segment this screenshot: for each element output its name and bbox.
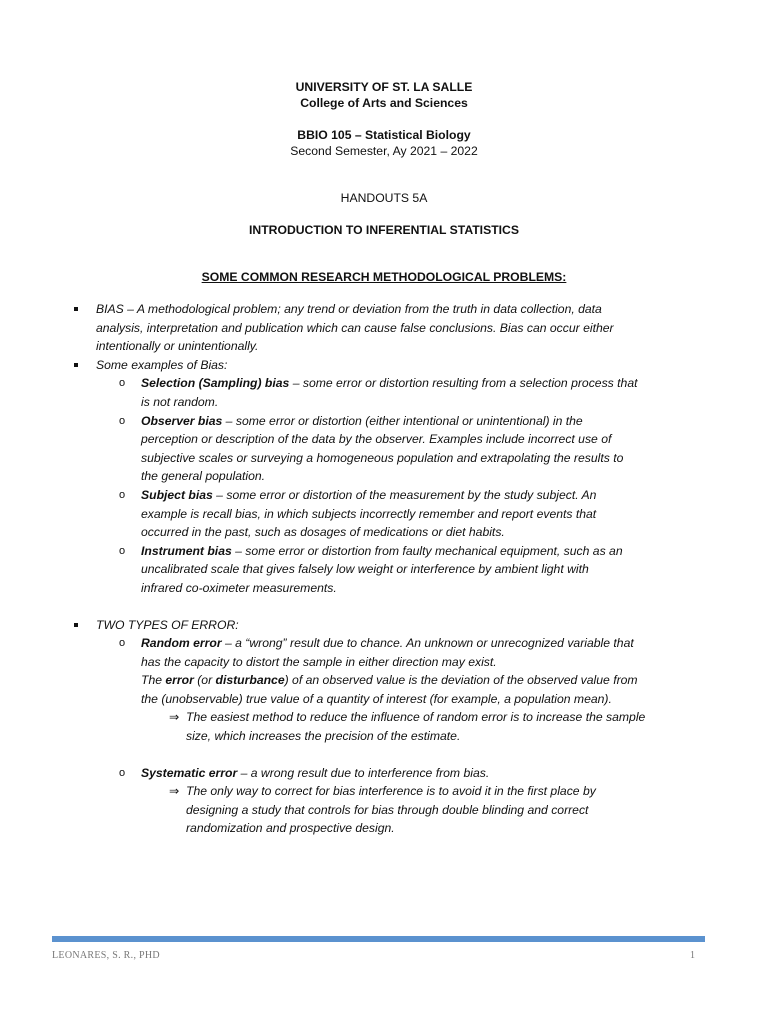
footer-author: LEONARES, S. R., PHD — [52, 950, 160, 961]
footer-divider — [52, 936, 705, 942]
bias-line: BIAS – A methodological problem; any trend or deviation from the truth in data collection, data — [96, 302, 602, 316]
list-item-observer-bias: o Observer bias – some error or distortion (either intentional or unintentional) in the perception or description of the data by the observer. Examples include incorrect use of subjective scales or surveying a homogeneous population and extrapolating the results to the general population. — [119, 413, 624, 484]
implies-arrow-icon: ⇒ — [169, 784, 180, 799]
term-selection-bias: Selection (Sampling) bias — [141, 376, 290, 391]
error-types-label: TWO TYPES OF ERROR: — [0, 616, 768, 635]
term-random-error: Random error — [141, 636, 222, 651]
list-item-selection-bias: o Selection (Sampling) bias – some error or distortion resulting from a selection process that is not random. — [119, 376, 638, 409]
bias-line: intentionally or unintentionally. — [96, 339, 259, 354]
list-item-random-error: o Random error – a “wrong” result due to chance. An unknown or unrecognized variable that has the capacity to distort the sample in either direction may exist. The error (or disturbance) of an observed value is the deviation of the observed value from the (unobservable) true value of a quantity of interest (for example, a population mean). — [0, 634, 768, 708]
semester: Second Semester, Ay 2021 – 2022 — [290, 144, 478, 158]
list-item-instrument-bias: o Instrument bias – some error or distortion from faulty mechanical equipment, such as an uncalibrated scale that gives falsely low weight or interference by ambient light with infrared co-oximeter measurements. — [119, 543, 623, 595]
topic-title: INTRODUCTION TO INFERENTIAL STATISTICS — [249, 223, 519, 237]
term-instrument-bias: Instrument bias — [141, 543, 232, 558]
page-number: 1 — [690, 950, 695, 961]
bias-definition — [0, 300, 768, 356]
term-subject-bias: Subject bias — [141, 487, 213, 502]
circle-bullet-icon: o — [119, 637, 126, 650]
section-title: SOME COMMON RESEARCH METHODOLOGICAL PROBLEMS: — [201, 270, 567, 284]
circle-bullet-icon: o — [119, 766, 126, 779]
document-header — [0, 79, 768, 238]
university-name: UNIVERSITY OF ST. LA SALLE — [295, 80, 473, 94]
bias-examples-label: Some examples of Bias: — [0, 356, 768, 375]
document-body — [0, 300, 768, 838]
implies-arrow-icon: ⇒ — [169, 710, 180, 725]
square-bullet-icon — [74, 623, 78, 627]
circle-bullet-icon: o — [119, 488, 126, 501]
course-title: BBIO 105 – Statistical Biology — [297, 128, 471, 142]
handout-label: HANDOUTS 5A — [340, 191, 428, 205]
square-bullet-icon — [74, 307, 78, 311]
term-systematic-error: Systematic error — [141, 765, 238, 780]
systematic-error-note: ⇒ The only way to correct for bias interference is to avoid it in the first place by designing a study that controls for bias through double blinding and correct randomization and prospective design. — [169, 784, 596, 836]
circle-bullet-icon: o — [119, 414, 126, 427]
list-item-subject-bias: o Subject bias – some error or distortion of the measurement by the study subject. An example is recall bias, in which subjects incorrectly remember and report events that occurred in the past, such as dosages of medications or diet habits. — [119, 487, 597, 540]
error-definition: The error (or disturbance) of an observed value is the deviation of the observed value from — [141, 673, 638, 688]
circle-bullet-icon: o — [119, 377, 126, 390]
square-bullet-icon — [74, 363, 78, 367]
list-item-systematic-error: o Systematic error – a wrong result due to interference from bias. — [0, 764, 768, 783]
random-error-note: ⇒ The easiest method to reduce the influence of random error is to increase the sample size, which increases the precision of the estimate. — [169, 710, 646, 744]
bias-line: analysis, interpretation and publication which can cause false conclusions. Bias can occur either — [96, 320, 614, 335]
college-name: College of Arts and Sciences — [300, 96, 468, 110]
term-observer-bias: Observer bias — [141, 413, 223, 428]
circle-bullet-icon: o — [119, 544, 126, 557]
